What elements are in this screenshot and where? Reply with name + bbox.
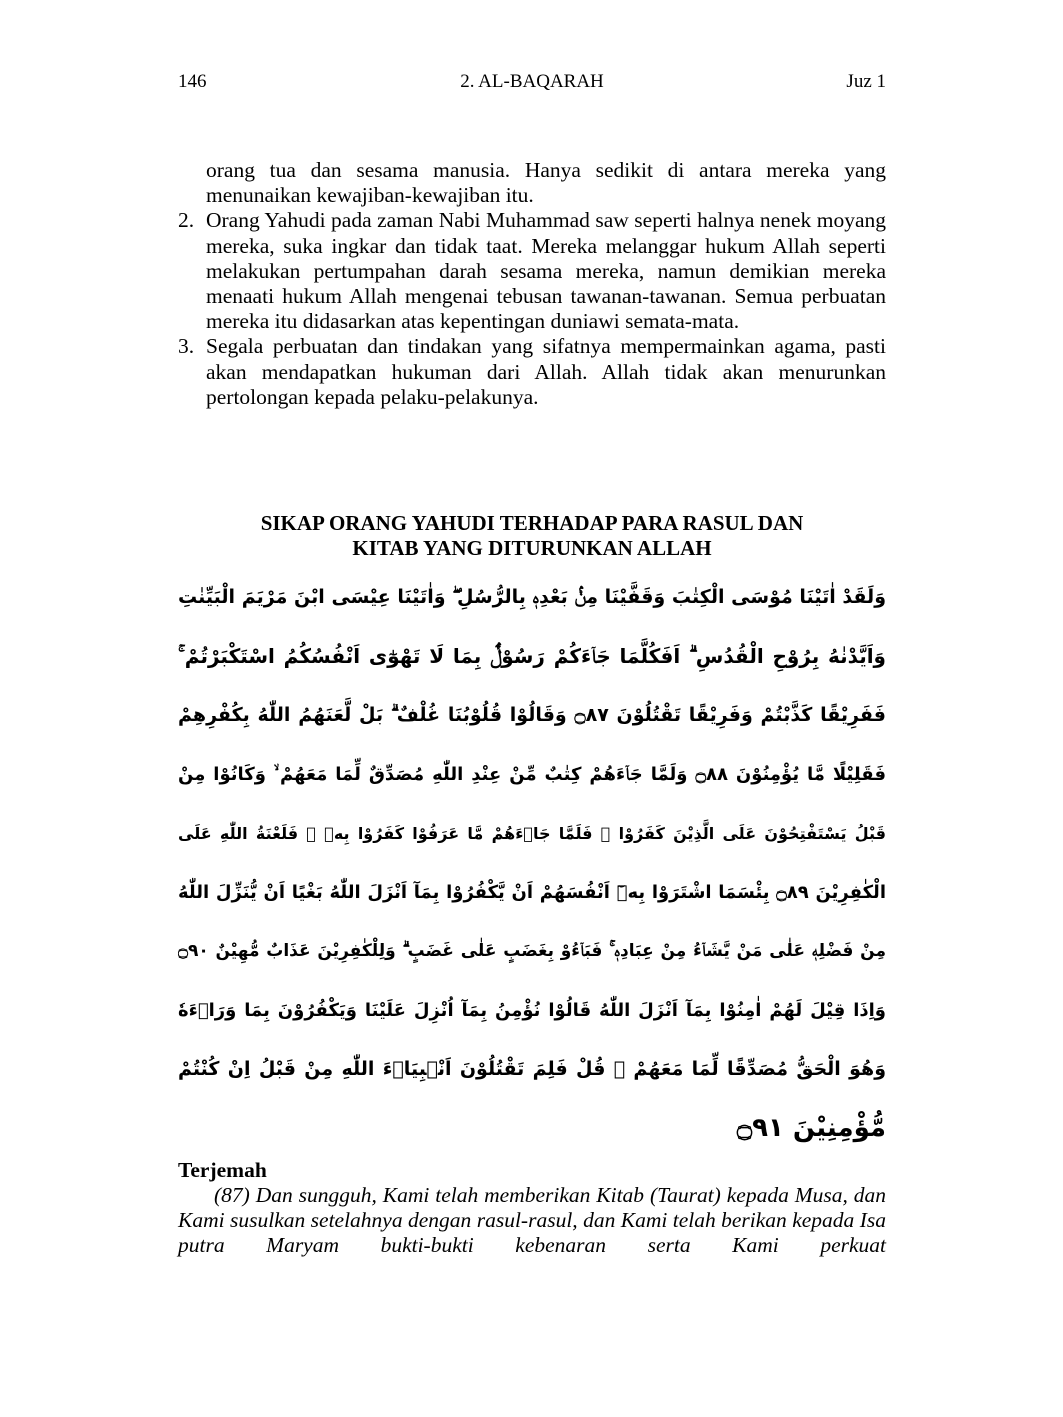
item-text: Segala perbuatan dan tindakan yang sifatnya mempermainkan agama, pasti akan mendapatkan hukuman dari Allah. Allah tidak akan menurunkan pertolongan kepada pelaku-pelakunya. — [206, 334, 886, 409]
item-text: Orang Yahudi pada zaman Nabi Muhammad saw seperti halnya nenek moyang mereka, suka ingkar dan tidak taat. Mereka melanggar hukum Allah seperti melakukan pertumpahan darah sesama mereka, namun demikian mereka menaati hukum Allah mengenai tebusan tawanan-tawanan. Semua perbuatan mereka itu didasarkan atas kepentingan duniawi semata-mata. — [206, 208, 886, 334]
chapter-title: 2. AL-BAQARAH — [460, 71, 604, 92]
numbered-item-3 — [178, 334, 886, 410]
arabic-line: وَهُوَ الْحَقُّ مُصَدِّقًا لِّمَا مَعَهُمْ ۗ قُلْ فَلِمَ تَقْتُلُوْنَ اَنْۢبِيَاۤءَ اللّٰهِ مِنْ قَبْلُ اِنْ كُنْتُمْ — [178, 1058, 886, 1080]
page-number: 146 — [178, 71, 207, 92]
arabic-line: فَقَلِيْلًا مَّا يُؤْمِنُوْنَ ۝٨٨ وَلَمَّا جَاۤءَهُمْ كِتٰبٌ مِّنْ عِنْدِ اللّٰهِ مُصَدِّقٌ لِّمَا مَعَهُمْ ۙ وَكَانُوْا مِنْ — [178, 764, 886, 785]
continuation-paragraph: orang tua dan sesama manusia. Hanya sedikit di antara mereka yang menunaikan kewajiban-kewajiban itu. — [206, 158, 886, 208]
section-title-line-2: KITAB YANG DITURUNKAN ALLAH — [352, 536, 712, 560]
arabic-line: قَبْلُ يَسْتَفْتِحُوْنَ عَلَى الَّذِيْنَ كَفَرُوْا ۚ فَلَمَّا جَاۤءَهُمْ مَّا عَرَفُوْا كَفَرُوْا بِهٖ ۖ فَلَعْنَةُ اللّٰهِ عَلَى — [178, 824, 886, 843]
arabic-line: فَفَرِيْقًا كَذَّبْتُمْ وَفَرِيْقًا تَقْتُلُوْنَ ۝٨٧ وَقَالُوْا قُلُوْبُنَا غُلْفٌ ۗ بَلْ لَّعَنَهُمُ اللّٰهُ بِكُفْرِهِمْ — [178, 704, 886, 726]
body-text — [178, 158, 886, 410]
arabic-line: مُّؤْمِنِيْنَ ۝٩١ — [736, 1113, 886, 1143]
item-number: 3. — [178, 334, 195, 359]
section-title — [178, 511, 886, 561]
numbered-item-2 — [178, 208, 886, 334]
item-number: 2. — [178, 208, 195, 233]
arabic-verse-block — [178, 568, 886, 1158]
arabic-line: الْكٰفِرِيْنَ ۝٨٩ بِئْسَمَا اشْتَرَوْا بِهٖٓ اَنْفُسَهُمْ اَنْ يَّكْفُرُوْا بِمَآ اَنْزَلَ اللّٰهُ بَغْيًا اَنْ يُّنَزِّلَ اللّٰهُ — [178, 882, 886, 903]
section-title-line-1: SIKAP ORANG YAHUDI TERHADAP PARA RASUL DAN — [260, 511, 804, 535]
translation-text: (87) Dan sungguh, Kami telah memberikan Kitab (Taurat) kepada Musa, dan Kami susulkan setelahnya dengan rasul-rasul, dan Kami telah berikan kepada Isa putra Maryam bukti-bukti kebenaran serta Kami perkuat — [178, 1183, 886, 1258]
arabic-line: وَلَقَدْ اٰتَيْنَا مُوْسَى الْكِتٰبَ وَقَفَّيْنَا مِنْۢ بَعْدِهٖ بِالرُّسُلِ ۖ وَاٰتَيْنَا عِيْسَى ابْنَ مَرْيَمَ الْبَيِّنٰتِ — [178, 586, 886, 608]
arabic-line: مِنْ فَضْلِهٖ عَلٰى مَنْ يَّشَاۤءُ مِنْ عِبَادِهٖ ۚ فَبَاۤءُوْ بِغَضَبٍ عَلٰى غَضَبٍ ۗ وَلِلْكٰفِرِيْنَ عَذَابٌ مُّهِيْنٌ ۝٩٠ — [178, 941, 886, 961]
arabic-line: وَاَيَّدْنٰهُ بِرُوْحِ الْقُدُسِ ۗ اَفَكُلَّمَا جَاۤءَكُمْ رَسُوْلٌۢ بِمَا لَا تَهْوٰٓى اَنْفُسُكُمُ اسْتَكْبَرْتُمْ ۚ — [178, 644, 886, 668]
juz-label: Juz 1 — [846, 71, 886, 92]
translation-heading: Terjemah — [178, 1158, 267, 1182]
running-header — [178, 71, 886, 101]
arabic-line: وَاِذَا قِيْلَ لَهُمْ اٰمِنُوْا بِمَآ اَنْزَلَ اللّٰهُ قَالُوْا نُؤْمِنُ بِمَآ اُنْزِلَ عَلَيْنَا وَيَكْفُرُوْنَ بِمَا وَرَاۤءَهٗ — [178, 1000, 886, 1021]
